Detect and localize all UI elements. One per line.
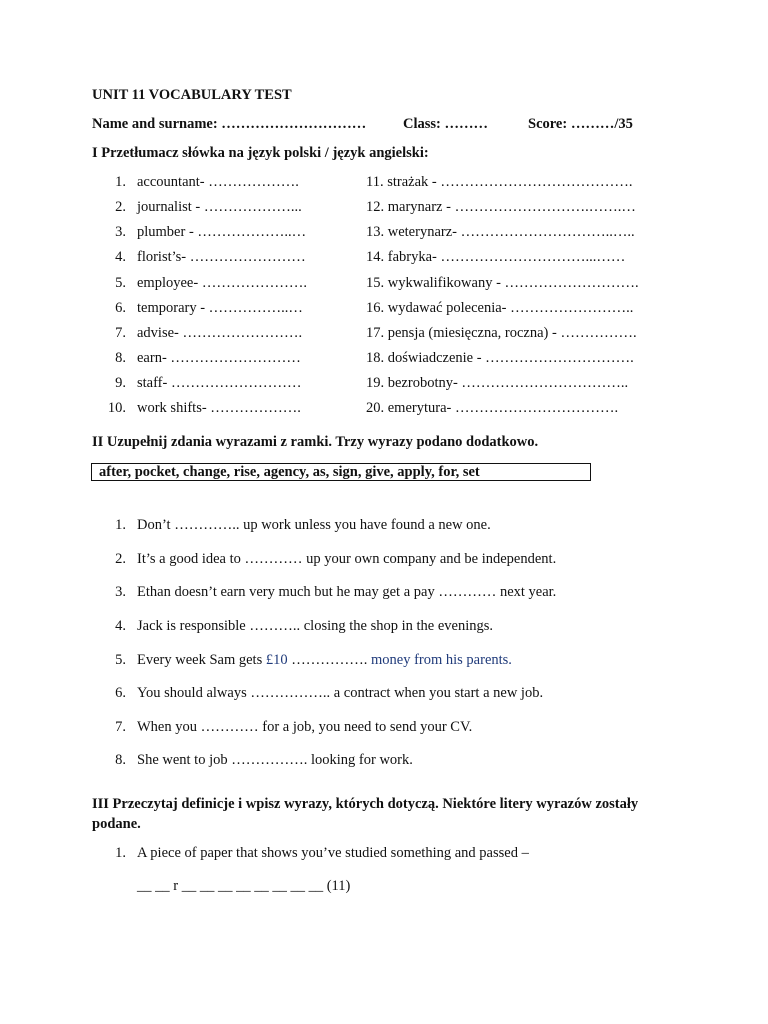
list-item-number: 1. [115,517,126,533]
list-item-text: ……………. [287,652,371,668]
list-item-number: 10. [107,400,126,416]
list-item: It’s a good idea to ………… up your own company and be independent. [137,551,557,567]
list-item-text: money from his parents. [370,652,512,668]
list-item: 19. bezrobotny- …………………………….. [366,375,629,391]
list-item-number: 5. [115,652,126,668]
list-item: work shifts- ………………. [137,400,301,416]
list-item: Don’t ………….. up work unless you have found a new one. [137,517,491,533]
list-item-number: 7. [115,719,126,735]
list-item-number: 1. [115,845,126,861]
name-field-label: Name and surname: ………………………… [92,116,367,132]
list-item-number: 6. [115,300,126,316]
list-item-number: 2. [115,199,126,215]
list-item: 17. pensja (miesięczna, roczna) - ……………. [366,325,637,341]
list-item: 13. weterynarz- …………………………..….. [366,224,635,240]
list-item-number: 8. [115,752,126,768]
class-field-label: Class: ……… [403,116,488,132]
list-item: temporary - ……………..… [137,300,303,316]
list-item-number: 6. [115,685,126,701]
list-item: staff- ……………………… [137,375,302,391]
list-item: 18. doświadczenie - …………………………. [366,350,634,366]
list-item: journalist - ………………... [137,199,302,215]
list-item: plumber - ………………..… [137,224,307,240]
list-item-number: 7. [115,325,126,341]
list-item: 11. strażak - …………………………………. [366,174,633,190]
section3-heading-continued: podane. [92,816,141,832]
list-item: accountant- ………………. [137,174,299,190]
list-item-number: 2. [115,551,126,567]
list-item: earn- ……………………… [137,350,301,366]
list-item-number: 9. [115,375,126,391]
list-item: Ethan doesn’t earn very much but he may get a pay ………… next year. [137,584,557,600]
list-item [137,652,512,669]
list-item: Jack is responsible ……….. closing the shop in the evenings. [137,618,494,634]
list-item-number: 5. [115,275,126,291]
list-item: She went to job ……………. looking for work. [137,752,413,768]
score-field-label: Score: ………/35 [528,116,633,132]
list-item-number: 3. [115,224,126,240]
word-box: after, pocket, change, rise, agency, as, sign, give, apply, for, set [91,463,591,481]
list-item: 14. fabryka- …………………………...…… [366,249,626,265]
section1-heading: I Przetłumacz słówka na język polski / język angielski: [92,145,429,161]
list-item-number: 8. [115,350,126,366]
list-item-number: 3. [115,584,126,600]
section3-heading: III Przeczytaj definicje i wpisz wyrazy, których dotyczą. Niektóre litery wyrazów zostały [92,796,639,812]
list-item: 20. emerytura- ……………………………. [366,400,619,416]
list-item: florist’s- …………………… [137,249,306,265]
answer-blanks: __ __ r __ __ __ __ __ __ __ __ (11) [137,878,351,894]
section2-heading: II Uzupełnij zdania wyrazami z ramki. Trzy wyrazy podano dodatkowo. [92,434,539,450]
amount-text: £10 [265,652,288,668]
list-item-text: Every week Sam gets [137,652,266,668]
list-item: 15. wykwalifikowany - ………………………. [366,275,639,291]
list-item: advise- ……………………. [137,325,303,341]
list-item: 16. wydawać polecenia- …………………….. [366,300,634,316]
list-item-number: 4. [115,618,126,634]
test-title: UNIT 11 VOCABULARY TEST [92,87,292,103]
list-item: When you ………… for a job, you need to send your CV. [137,719,473,735]
definition-text: A piece of paper that shows you’ve studied something and passed – [137,845,529,861]
list-item: You should always …………….. a contract when you start a new job. [137,685,544,701]
list-item: employee- …………………. [137,275,307,291]
list-item-number: 1. [115,174,126,190]
list-item-number: 4. [115,249,126,265]
list-item: 12. marynarz - ……………………….…….… [366,199,636,215]
